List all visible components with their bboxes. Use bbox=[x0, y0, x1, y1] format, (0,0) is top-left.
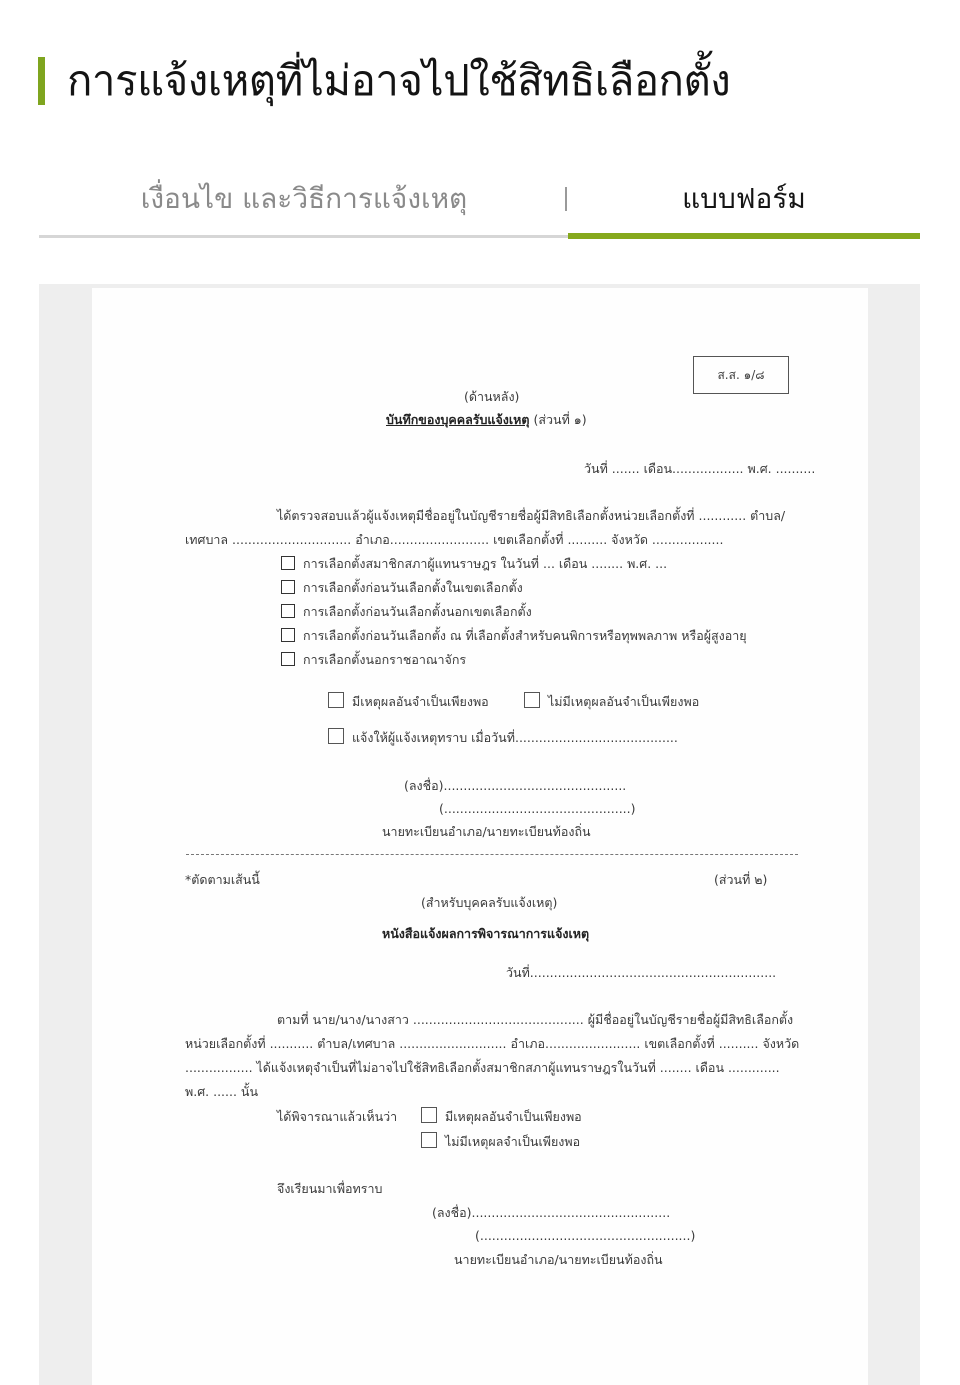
part2-reason-sufficient-option[interactable]: มีเหตุผลอันจำเป็นเพียงพอ bbox=[421, 1107, 582, 1125]
closing-line: จึงเรียนมาเพื่อทราบ bbox=[277, 1181, 383, 1196]
document-viewer[interactable] bbox=[39, 284, 920, 1385]
part2-title: หนังสือแจ้งผลการพิจารณาการแจ้งเหตุ bbox=[382, 926, 590, 941]
considered-label: ได้พิจารณาแล้วเห็นว่า bbox=[277, 1109, 398, 1124]
part2-for-whom: (สำหรับบุคคลรับแจ้งเหตุ) bbox=[421, 895, 558, 910]
checkbox[interactable] bbox=[421, 1107, 437, 1123]
part2-date-line: วันที่.............................................................. bbox=[506, 965, 777, 980]
election-type-option[interactable]: การเลือกตั้งก่อนวันเลือกตั้ง ณ ที่เลือกตั้งสำหรับคนพิการหรือทุพพลภาพ หรือผู้สูงอายุ bbox=[281, 628, 747, 644]
part2-signature-name: (.....................................................) bbox=[475, 1228, 696, 1243]
part1-label: (ส่วนที่ ๑) bbox=[533, 412, 587, 427]
part1-heading bbox=[386, 412, 587, 428]
part1-signature-name: (...............................................) bbox=[439, 801, 636, 816]
checkbox[interactable] bbox=[281, 556, 295, 570]
part1-signature-title: นายทะเบียนอำเภอ/นายทะเบียนท้องถิ่น bbox=[382, 824, 591, 839]
checkbox[interactable] bbox=[421, 1132, 437, 1148]
checkbox[interactable] bbox=[281, 628, 295, 642]
part2-paragraph-line3: ................. ได้แจ้งเหตุจำเป็นที่ไม่อาจไปใช้สิทธิเลือกตั้งสมาชิกสภาผู้แทนราษฎรในวันที่ ........ เดือน ............. bbox=[185, 1060, 780, 1075]
page-title: การแจ้งเหตุที่ไม่อาจไปใช้สิทธิเลือกตั้ง bbox=[67, 56, 731, 105]
reason-sufficient-option[interactable]: มีเหตุผลอันจำเป็นเพียงพอ bbox=[328, 692, 489, 710]
part1-paragraph-line2: เทศบาล .............................. อำเภอ......................... เขตเลือกตั้งที่ .......... จังหวัด .................. bbox=[185, 532, 724, 547]
tab-form[interactable]: แบบฟอร์ม bbox=[682, 182, 806, 215]
part2-signature-title: นายทะเบียนอำเภอ/นายทะเบียนท้องถิ่น bbox=[454, 1252, 663, 1267]
checkbox[interactable] bbox=[328, 692, 344, 708]
checkbox[interactable] bbox=[524, 692, 540, 708]
part2-paragraph-line4: พ.ศ. ...... นั้น bbox=[185, 1084, 258, 1099]
title-accent-bar bbox=[38, 57, 45, 105]
checkbox[interactable] bbox=[281, 604, 295, 618]
tab-underline bbox=[39, 235, 568, 238]
side-label: (ด้านหลัง) bbox=[464, 389, 520, 404]
election-type-option[interactable]: การเลือกตั้งสมาชิกสภาผู้แทนราษฎร ในวันที่ ... เดือน ........ พ.ศ. ... bbox=[281, 556, 667, 572]
tab-active-indicator bbox=[568, 233, 920, 239]
part1-paragraph-line1: ได้ตรวจสอบแล้วผู้แจ้งเหตุมีชื่ออยู่ในบัญชีรายชื่อผู้มีสิทธิเลือกตั้งหน่วยเลือกตั้งที่ ............ ตำบล/ bbox=[277, 508, 786, 523]
checkbox[interactable] bbox=[328, 728, 344, 744]
cut-line bbox=[186, 854, 798, 855]
part2-label: (ส่วนที่ ๒) bbox=[714, 872, 768, 887]
part1-date-line: วันที่ ....... เดือน.................. พ.ศ. .......... bbox=[584, 461, 816, 476]
document-page bbox=[92, 288, 868, 1385]
checkbox[interactable] bbox=[281, 580, 295, 594]
form-code-box: ส.ส. ๑/๘ bbox=[693, 356, 789, 394]
tab-bar bbox=[39, 165, 920, 240]
cut-note: *ตัดตามเส้นนี้ bbox=[185, 872, 260, 887]
tab-separator bbox=[565, 187, 567, 211]
part2-paragraph-line1: ตามที่ นาย/นาง/นางสาว ........................................... ผู้มีชื่ออยู่ในบัญชีรายชื่อผู้มีสิทธิเลือกตั้ง bbox=[277, 1012, 794, 1027]
election-type-option[interactable]: การเลือกตั้งก่อนวันเลือกตั้งนอกเขตเลือกตั้ง bbox=[281, 604, 532, 620]
reason-insufficient-option[interactable]: ไม่มีเหตุผลอันจำเป็นเพียงพอ bbox=[524, 692, 699, 710]
checkbox[interactable] bbox=[281, 652, 295, 666]
election-type-option[interactable]: การเลือกตั้งนอกราชอาณาจักร bbox=[281, 652, 466, 668]
part1-title: บันทึกของบุคคลรับแจ้งเหตุ bbox=[386, 412, 530, 427]
part2-signature-line: (ลงชื่อ).................................................. bbox=[432, 1205, 671, 1220]
election-type-option[interactable]: การเลือกตั้งก่อนวันเลือกตั้งในเขตเลือกตั้ง bbox=[281, 580, 523, 596]
part1-signature-line: (ลงชื่อ).............................................. bbox=[404, 778, 627, 793]
part2-reason-insufficient-option[interactable]: ไม่มีเหตุผลจำเป็นเพียงพอ bbox=[421, 1132, 580, 1150]
page-header bbox=[38, 56, 730, 106]
part2-paragraph-line2: หน่วยเลือกตั้งที่ ........... ตำบล/เทศบาล ........................... อำเภอ........................ เขตเลือกตั้งที่ .......... จังหวัด bbox=[185, 1036, 800, 1051]
notify-option[interactable]: แจ้งให้ผู้แจ้งเหตุทราบ เมื่อวันที่......................................... bbox=[328, 728, 678, 746]
tab-conditions[interactable]: เงื่อนไข และวิธีการแจ้งเหตุ bbox=[140, 182, 468, 215]
